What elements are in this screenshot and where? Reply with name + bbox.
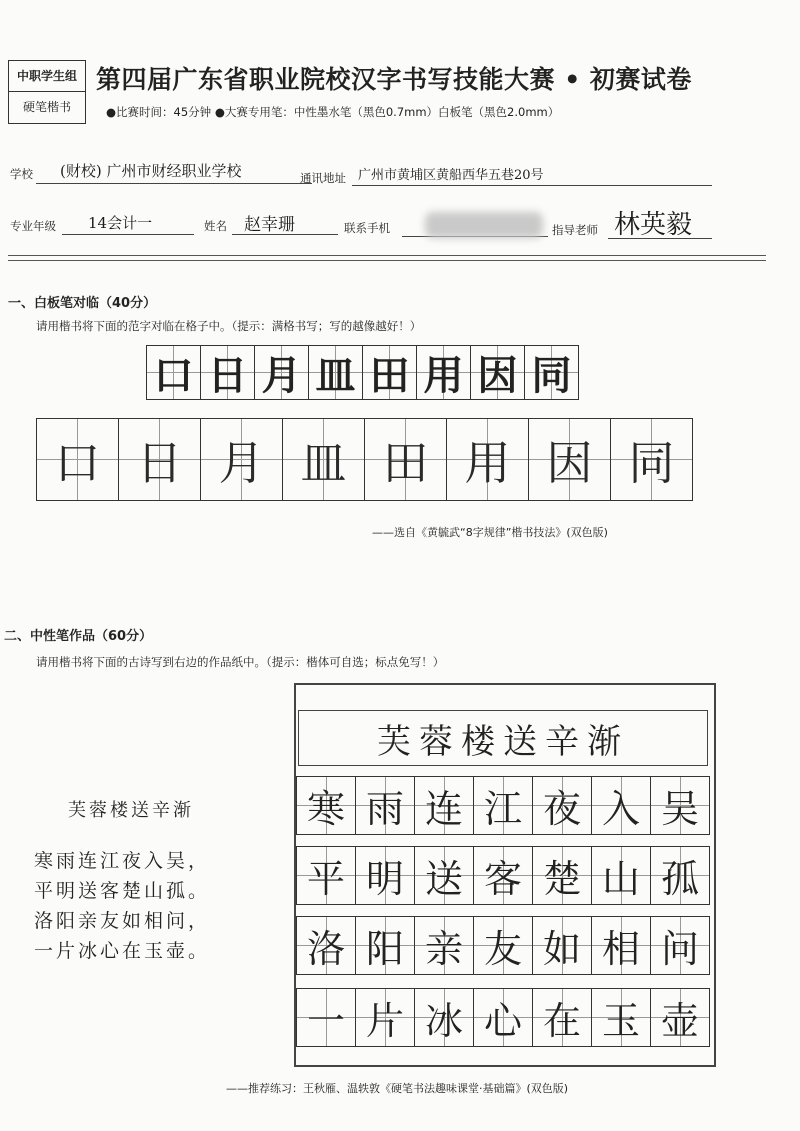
work-char: 明: [365, 857, 404, 901]
work-cell: [592, 777, 651, 835]
copied-char: 日: [136, 435, 183, 490]
work-cell: [356, 989, 415, 1047]
work-cell: [651, 777, 710, 835]
work-char: 壶: [660, 999, 699, 1043]
badge-group: 中职学生组: [16, 69, 77, 83]
work-row: [296, 846, 710, 905]
poem-line: 洛阳亲友如相问，: [34, 910, 211, 932]
model-cell: [363, 346, 417, 400]
model-char: 用: [423, 352, 464, 399]
model-cell: [525, 346, 579, 400]
work-char: 夜: [542, 787, 581, 831]
work-cell: [356, 777, 415, 835]
copy-cell: [201, 419, 283, 501]
copied-char: 皿: [300, 435, 347, 490]
work-cell: [474, 989, 533, 1047]
section2-heading: 二、中性笔作品（60分）: [4, 629, 153, 644]
work-cell: [415, 847, 474, 905]
work-cell: [533, 847, 592, 905]
copy-grid: [36, 418, 693, 501]
teacher-label: 指导老师: [552, 223, 598, 237]
model-cell: [471, 346, 525, 400]
work-char: 心: [483, 999, 522, 1043]
copied-char: 同: [628, 435, 675, 490]
work-cell: [474, 777, 533, 835]
work-char: 孤: [660, 857, 699, 901]
address-underline: [352, 185, 712, 186]
name-label: 姓名: [204, 219, 227, 233]
work-char: 寒: [306, 787, 345, 831]
work-cell: [297, 777, 356, 835]
copy-cell: [365, 419, 447, 501]
copied-char: 因: [546, 435, 593, 490]
work-title: 芙蓉楼送辛渐: [377, 721, 629, 762]
work-char: 送: [424, 857, 463, 901]
model-cell: [147, 346, 201, 400]
exam-subtitle: ●比赛时间：45分钟 ●大赛专用笔：中性墨水笔（黑色0.7mm）白板笔（黑色2.0mm）: [106, 105, 560, 119]
model-char: 口: [153, 352, 194, 399]
work-cell: [297, 917, 356, 975]
work-cell: [474, 917, 533, 975]
copied-char: 月: [218, 435, 265, 490]
teacher-value: 林英毅: [614, 210, 693, 240]
work-cell: [592, 847, 651, 905]
divider-bottom: [8, 260, 766, 261]
redacted-phone: [425, 212, 543, 238]
section1-instruction: 请用楷书将下面的范字对临在格子中。（提示：满格书写；写的越像越好！）: [36, 319, 422, 333]
school-underline: [36, 183, 312, 184]
work-char: 在: [542, 999, 581, 1043]
model-cell: [255, 346, 309, 400]
work-cell: [356, 917, 415, 975]
work-char: 平: [306, 857, 345, 901]
work-cell: [356, 847, 415, 905]
work-char: 雨: [365, 787, 404, 831]
work-cell: [592, 917, 651, 975]
work-char: 玉: [601, 999, 640, 1043]
model-cell: [201, 346, 255, 400]
work-row: [296, 988, 710, 1047]
copied-char: 田: [382, 435, 429, 490]
work-cell: [415, 989, 474, 1047]
model-cell: [309, 346, 363, 400]
school-value: (财校) 广州市财经职业学校: [60, 162, 242, 180]
section1-source: ——选自《黄毓武“8字规律”楷书技法》(双色版): [372, 526, 608, 539]
copied-char: 口: [54, 435, 101, 490]
school-label: 学校: [10, 167, 33, 181]
copy-cell: [119, 419, 201, 501]
model-char: 月: [261, 352, 302, 399]
copy-cell: [447, 419, 529, 501]
major-value: 14会计一: [88, 214, 153, 232]
work-cell: [651, 917, 710, 975]
section2-instruction: 请用楷书将下面的古诗写到右边的作品纸中。（提示：楷体可自选；标点免写！）: [36, 655, 445, 669]
address-value: 广州市黄埔区黄船西华五巷20号: [358, 168, 544, 183]
divider-top: [8, 255, 766, 256]
work-cell: [415, 777, 474, 835]
work-char: 客: [483, 857, 522, 901]
work-cell: [533, 777, 592, 835]
work-row: [296, 776, 710, 835]
work-cell: [297, 847, 356, 905]
model-cell: [417, 346, 471, 400]
copy-cell: [611, 419, 693, 501]
poem-line: 一片冰心在玉壶。: [34, 940, 211, 962]
work-char: 连: [424, 787, 463, 831]
copy-cell: [529, 419, 611, 501]
work-char: 友: [483, 927, 522, 971]
exam-title: 第四届广东省职业院校汉字书写技能大赛 • 初赛试卷: [96, 65, 692, 94]
work-cell: [533, 917, 592, 975]
work-char: 洛: [306, 927, 345, 971]
model-char: 因: [477, 352, 518, 399]
work-char: 相: [601, 927, 640, 971]
work-char: 亲: [424, 927, 463, 971]
work-char: 如: [542, 927, 581, 971]
phone-label: 联系手机: [344, 221, 390, 235]
work-char: 吴: [660, 787, 699, 831]
major-underline: [62, 234, 194, 235]
work-char: 山: [601, 857, 640, 901]
copy-cell: [37, 419, 119, 501]
copied-char: 用: [464, 435, 511, 490]
section1-heading: 一、白板笔对临（40分）: [8, 296, 157, 311]
work-row: [296, 916, 710, 975]
work-char: 冰: [424, 999, 463, 1043]
work-title-box: [298, 710, 708, 766]
model-grid: [146, 345, 579, 400]
work-cell: [533, 989, 592, 1047]
badge-category: 硬笔楷书: [9, 91, 85, 122]
work-char: 楚: [542, 857, 581, 901]
work-char: 阳: [365, 927, 404, 971]
poem-line: 寒雨连江夜入吴，: [34, 850, 211, 872]
work-cell: [651, 989, 710, 1047]
work-char: 江: [483, 787, 522, 831]
work-cell: [415, 917, 474, 975]
major-label: 专业年级: [10, 219, 56, 233]
work-cell: [651, 847, 710, 905]
work-cell: [474, 847, 533, 905]
model-char: 皿: [315, 352, 356, 399]
model-char: 田: [369, 352, 410, 399]
work-cell: [297, 989, 356, 1047]
work-char: 问: [660, 927, 699, 971]
work-char: 入: [601, 787, 640, 831]
work-char: 一: [306, 999, 345, 1043]
model-char: 同: [531, 352, 572, 399]
section2-recommend: ——推荐练习：王秋雁、温轶敦《硬笔书法趣味课堂·基础篇》(双色版): [226, 1082, 569, 1095]
copy-cell: [283, 419, 365, 501]
name-value: 赵幸珊: [244, 215, 295, 235]
group-badge: [8, 60, 86, 124]
model-char: 日: [207, 352, 248, 399]
work-cell: [592, 989, 651, 1047]
work-char: 片: [365, 999, 404, 1043]
poem-title: 芙蓉楼送辛渐: [68, 800, 194, 821]
address-label: 通讯地址: [300, 171, 346, 185]
poem-line: 平明送客楚山孤。: [34, 880, 211, 902]
